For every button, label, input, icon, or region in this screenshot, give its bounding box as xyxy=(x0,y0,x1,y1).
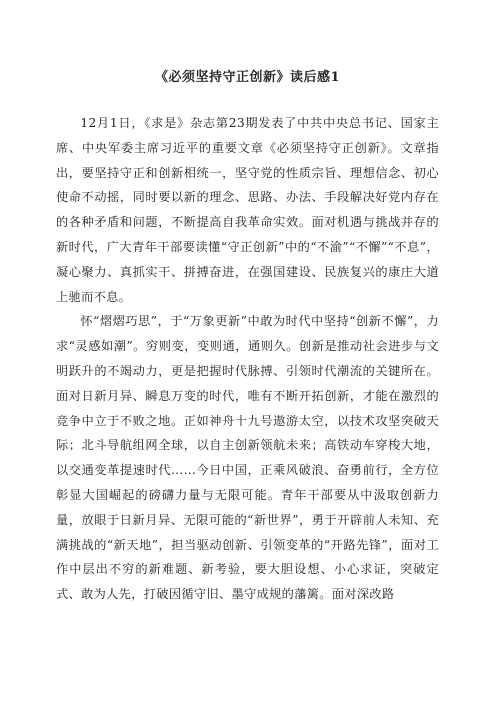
document-body xyxy=(56,111,439,607)
document-title: 《必须坚持守正创新》读后感1 xyxy=(154,70,341,85)
paragraph-2: 怀“熠熠巧思”，于“万象更新”中敢为时代中坚持“创新不懈”，力求“灵感如潮”。穷则变，变则通，通则久。创新是推动社会进步与文明跃升的不竭动力，更是把握时代脉搏、引领时代潮流的关键所在。面对日新月异、瞬息万变的时代，唯有不断开拓创新，才能在激烈的竞争中立于不败之地。正如神舟十九号遨游太空，以技术攻坚突破天际；北斗导航组网全球，以自主创新领航未来；高铁动车穿梭大地，以交通变革提速时代……今日中国，正乘风破浪、奋勇前行，全方位彰显大国崛起的磅礴力量与无限可能。青年干部要从中汲取创新力量，放眼于日新月异、无限可能的“新世界”，勇于开辟前人未知、充满挑战的“新天地”，担当驱动创新、引领变革的“开路先锋”，面对工作中层出不穷的新难题、新考验，要大胆设想、小心求证，突破定式、敢为人先，打破因循守旧、墨守成规的藩篱。面对深改路 xyxy=(56,314,439,602)
paragraph-1: 12月1日，《求是》杂志第23期发表了中共中央总书记、国家主席、中央军委主席习近平的重要文章《必须坚持守正创新》。文章指出，要坚持守正和创新相统一，坚守党的性质宗旨、理想信念、初心使命不动摇，同时要以新的理念、思路、办法、手段解决好党内存在的各种矛盾和问题，不断提高自我革命实效。面对机遇与挑战并存的新时代，广大青年干部要读懂“守正创新”中的“不渝”“不懈”“不息”，凝心聚力、真抓实干、拼搏奋进，在强国建设、民族复兴的康庄大道上驰而不息。 xyxy=(56,116,439,304)
